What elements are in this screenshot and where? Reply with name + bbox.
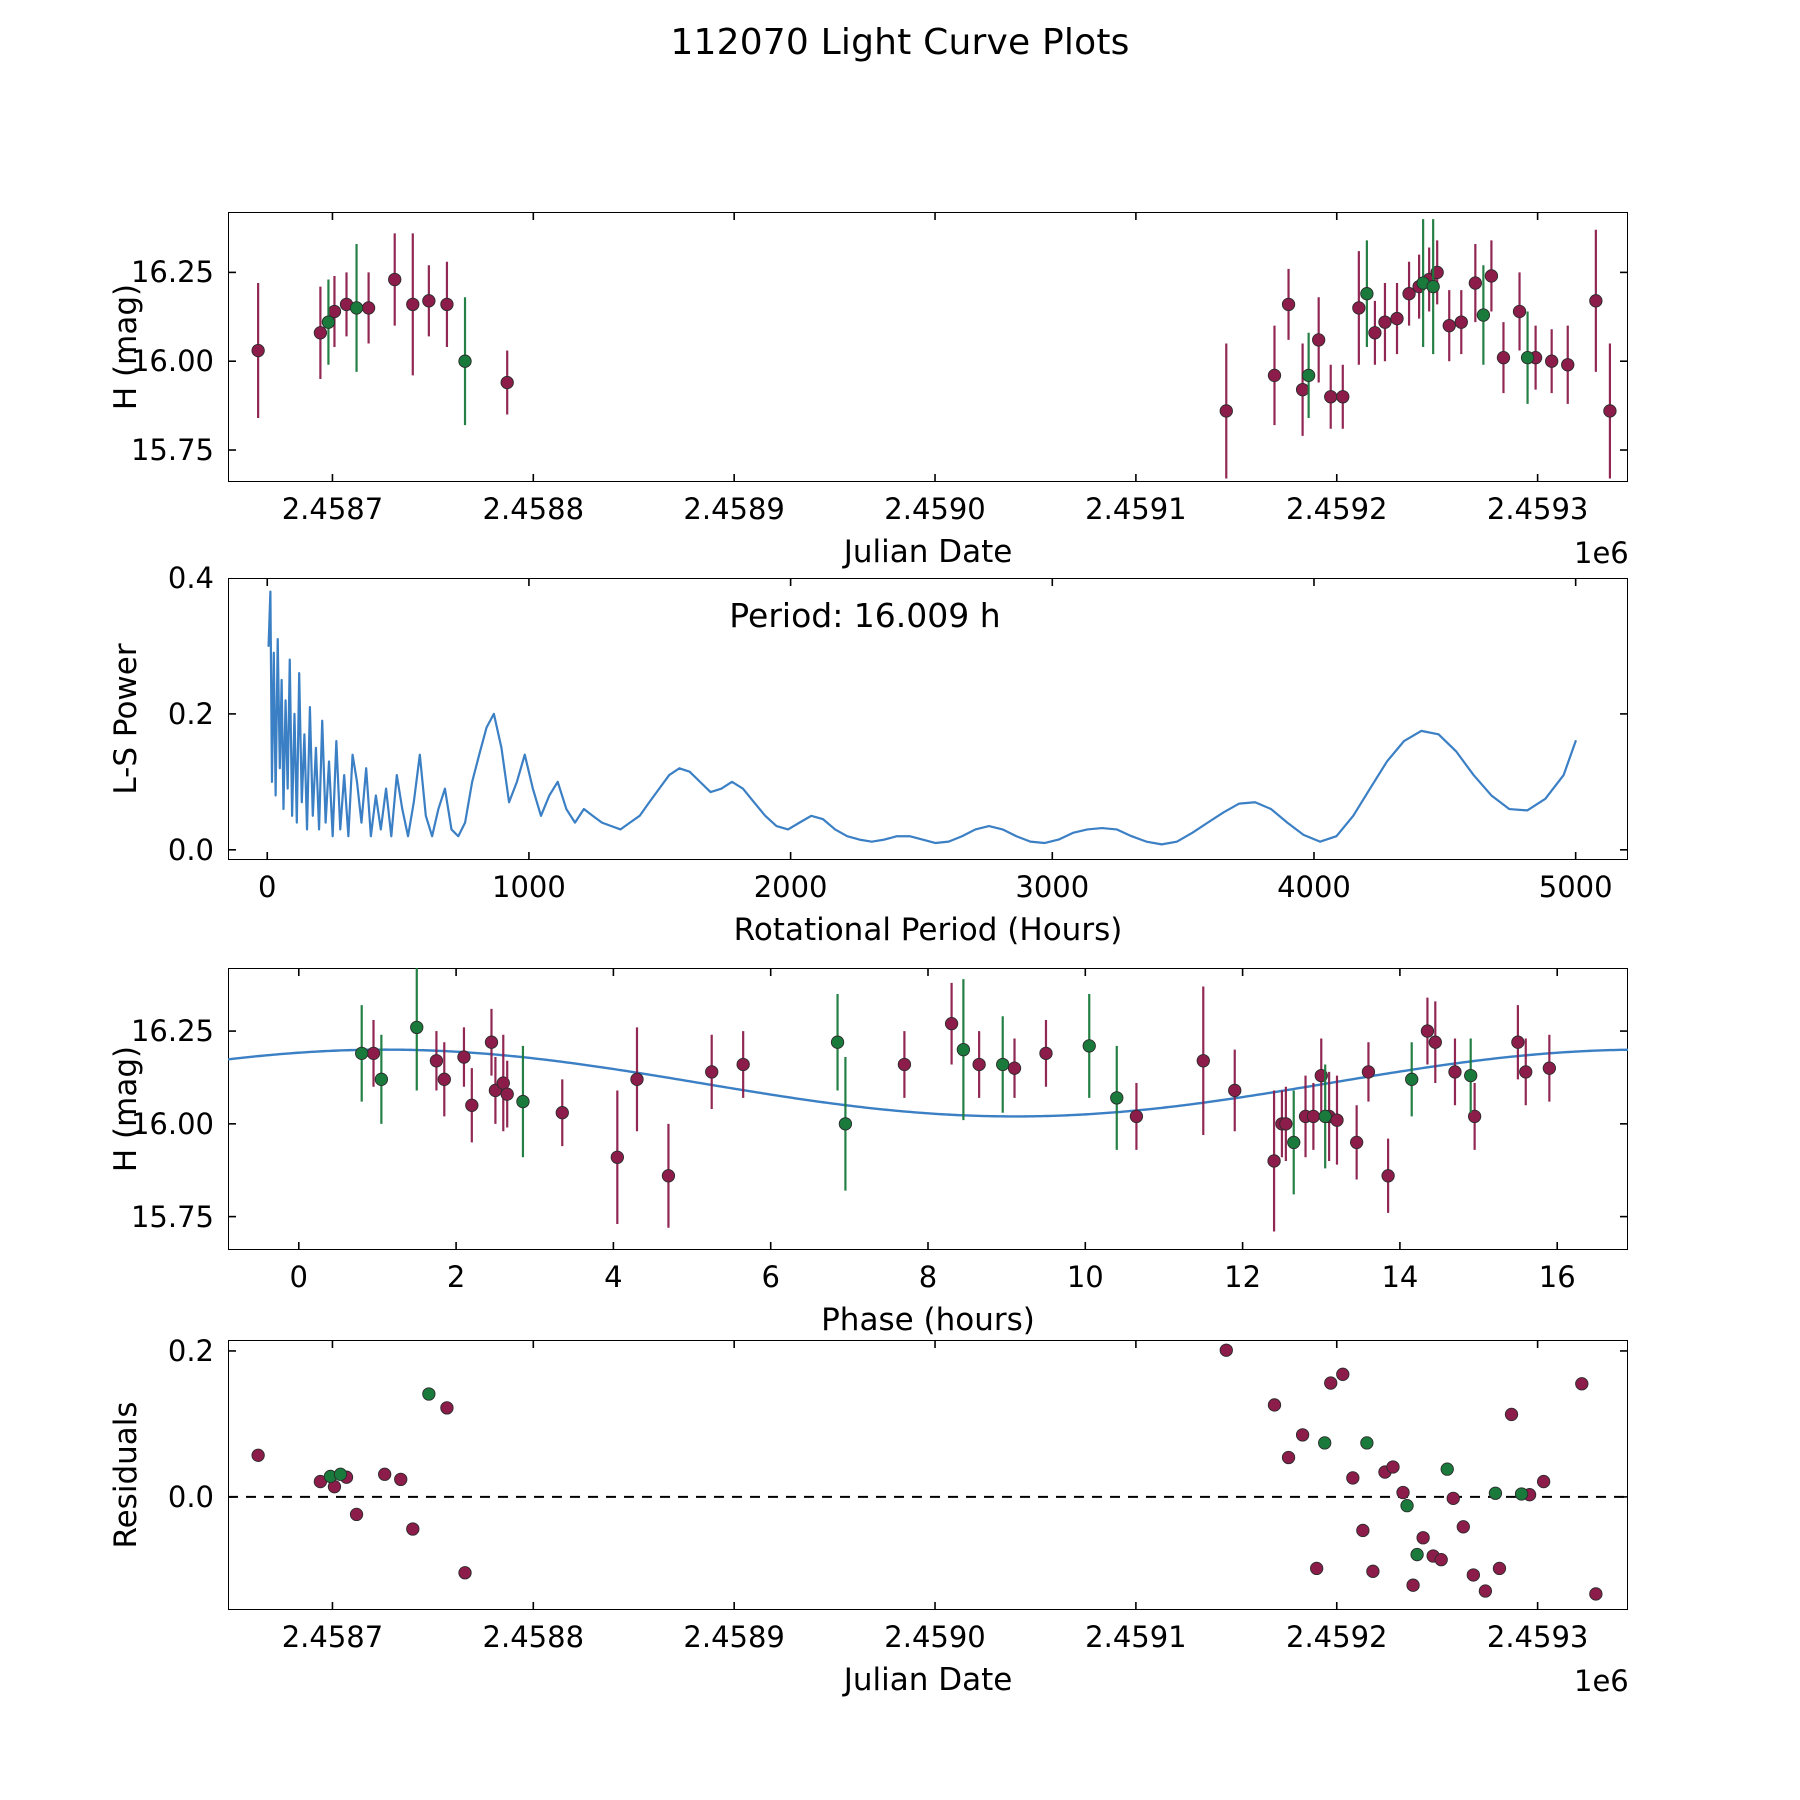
x-axis-label: Rotational Period (Hours) xyxy=(733,912,1123,948)
x-tick-label: 5000 xyxy=(1538,870,1613,904)
x-tick-label: 2.4589 xyxy=(683,1620,785,1654)
x-tick-label: 4000 xyxy=(1277,870,1351,904)
x-tick-label: 2.4590 xyxy=(884,492,986,526)
x-tick-label: 2.4593 xyxy=(1486,492,1589,526)
x-tick-label: 2.4591 xyxy=(1085,1620,1187,1654)
x-tick-label: 2.4590 xyxy=(884,1620,986,1654)
page-title: 112070 Light Curve Plots xyxy=(670,22,1130,63)
x-tick-label: 2.4588 xyxy=(482,1620,585,1654)
x-tick-label: 3000 xyxy=(1015,870,1090,904)
x-tick-label: 4 xyxy=(604,1260,623,1294)
x-tick-label: 8 xyxy=(918,1260,938,1294)
x-tick-label: 1000 xyxy=(492,870,566,904)
x-tick-label: 6 xyxy=(761,1260,780,1294)
phased-plot xyxy=(228,968,1628,1250)
x-tick-label: 14 xyxy=(1381,1260,1419,1294)
y-tick-label: 0.0 xyxy=(167,832,214,867)
x-axis-label: Julian Date xyxy=(843,1662,1013,1698)
data-series xyxy=(324,1388,1528,1561)
x-tick-label: 12 xyxy=(1224,1260,1262,1294)
x-axis-label: Julian Date xyxy=(843,534,1013,570)
y-tick-label: 0.2 xyxy=(167,696,214,731)
x-tick-label: 2.4593 xyxy=(1486,1620,1589,1654)
x-axis-offset-label: 1e6 xyxy=(1574,536,1629,570)
y-tick-label: 0.2 xyxy=(167,1333,214,1368)
data-series xyxy=(367,983,1555,1232)
data-series xyxy=(252,1344,1602,1600)
phased-panel xyxy=(228,968,1628,1250)
x-tick-label: 2.4587 xyxy=(281,492,384,526)
x-tick-label: 2.4588 xyxy=(482,492,585,526)
y-tick-label: 16.00 xyxy=(130,344,214,379)
y-tick-label: 15.75 xyxy=(130,433,214,468)
y-axis-label: H (mag) xyxy=(108,1045,144,1173)
lightcurve-plot xyxy=(228,212,1628,482)
x-axis-offset-label: 1e6 xyxy=(1574,1664,1629,1698)
y-tick-label: 15.75 xyxy=(130,1199,214,1234)
y-axis-label: Residuals xyxy=(108,1401,144,1549)
residuals-plot xyxy=(228,1340,1628,1610)
x-tick-label: 2.4587 xyxy=(281,1620,384,1654)
y-tick-label: 16.25 xyxy=(130,1014,214,1049)
y-tick-label: 16.25 xyxy=(130,255,214,290)
x-tick-label: 2.4592 xyxy=(1286,492,1388,526)
data-series xyxy=(356,968,1477,1194)
x-tick-label: 16 xyxy=(1538,1260,1576,1294)
x-tick-label: 2 xyxy=(446,1260,466,1294)
y-tick-label: 16.00 xyxy=(130,1106,214,1141)
x-tick-label: 0 xyxy=(258,870,277,904)
x-tick-label: 2.4589 xyxy=(683,492,785,526)
x-tick-label: 2000 xyxy=(753,870,828,904)
x-tick-label: 2.4592 xyxy=(1286,1620,1388,1654)
y-tick-label: 0.4 xyxy=(167,561,214,595)
residuals-panel xyxy=(228,1340,1628,1610)
y-tick-label: 0.0 xyxy=(167,1479,214,1514)
x-axis-label: Phase (hours) xyxy=(821,1302,1035,1338)
lightcurve-panel xyxy=(228,212,1628,482)
data-series xyxy=(252,230,1616,479)
y-axis-label: L-S Power xyxy=(108,643,144,795)
x-tick-label: 10 xyxy=(1066,1260,1104,1294)
period-annotation: Period: 16.009 h xyxy=(729,596,1001,635)
data-series xyxy=(322,219,1534,425)
y-axis-label: H (mag) xyxy=(108,283,144,411)
x-tick-label: 2.4591 xyxy=(1085,492,1187,526)
x-tick-label: 0 xyxy=(289,1260,309,1294)
